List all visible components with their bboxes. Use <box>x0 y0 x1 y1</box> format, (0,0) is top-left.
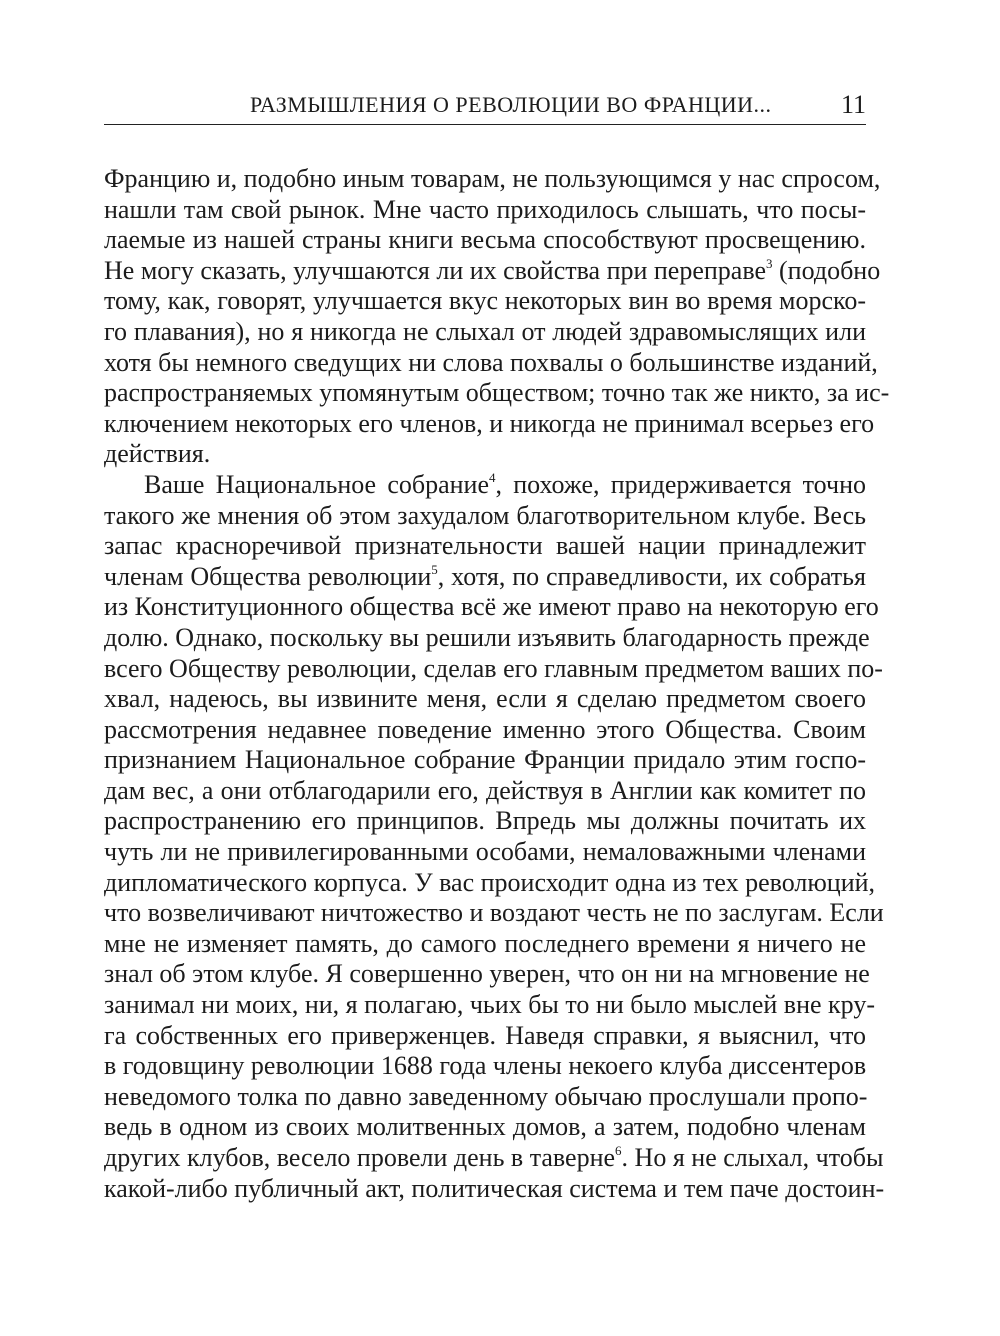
text-line: других клубов, весело провели день в таверне$^6$. Но я не слыхал, чтобы <box>104 1143 884 1172</box>
text-line: в годовщину революции 1688 года члены некоего клуба диссентеров <box>104 1051 867 1081</box>
text-line: что возвеличивают ничтожество и воздают честь не по заслугам. Если <box>104 898 884 928</box>
footnote-marker[interactable]: 3 <box>766 255 773 271</box>
text-line: го плавания), но я никогда не слыхал от людей здравомыслящих или <box>104 316 866 346</box>
text-line: распространению его принципов. Впредь мы должны почитать их <box>104 806 866 836</box>
text-line: распространяемых упомянутым обществом; точно так же никто, за ис- <box>104 378 890 408</box>
text-line: ведь в одном из своих молитвенных домов, а затем, подобно членам <box>104 1112 866 1142</box>
paragraph-2 <box>104 469 885 1204</box>
text-line: лаемые из нашей страны книги весьма способствуют просвещению. <box>104 225 866 255</box>
footnote-marker[interactable]: 6 <box>615 1143 622 1158</box>
text-line: нашли там свой рынок. Мне часто приходилось слышать, что посы- <box>104 194 866 224</box>
text-line: из Конституционного общества всё же имеют право на некоторую его <box>104 592 879 622</box>
text-line: мне не изменяет память, до самого последнего времени я ничего не <box>104 928 866 958</box>
text-line: хотя бы немного сведущих ни слова похвалы о большинстве изданий, <box>104 347 878 377</box>
text-line: занимал ни моих, ни, я полагаю, чьих бы то ни было мыслей вне кру- <box>104 990 875 1020</box>
text-line: га собственных его приверженцев. Наведя справки, я выяснил, что <box>104 1020 866 1050</box>
footnote-marker[interactable]: 5 <box>431 561 438 577</box>
paragraph-1 <box>104 164 890 470</box>
text-line: членам Общества революции$^5$, хотя, по справедливости, их собратья <box>104 561 866 591</box>
footnote-marker[interactable]: 4 <box>489 469 496 485</box>
running-title: РАЗМЫШЛЕНИЯ О РЕВОЛЮЦИИ ВО ФРАНЦИИ... <box>250 92 772 117</box>
text-line: всего Обществу революции, сделав его главным предметом ваших по- <box>104 653 883 683</box>
text-line: Францию и, подобно иным товарам, не пользующимся у нас спросом, <box>104 164 881 193</box>
text-line: рассмотрения недавнее поведение именно этого Общества. Своим <box>104 714 866 744</box>
text-line: дипломатического корпуса. У вас происходит одна из тех революций, <box>104 867 876 897</box>
text-line: Ваше Национальное собрание$^4$, похоже, придерживается точно <box>144 469 866 499</box>
running-header <box>104 88 866 125</box>
text-line: неведомого толка по давно заведенному обычаю прослушали пропо- <box>104 1081 868 1111</box>
text-line: какой-либо публичный акт, политическая система и тем паче достоин- <box>104 1173 885 1203</box>
text-line: запас красноречивой признательности вашей нации принадлежит <box>104 531 866 561</box>
text-line: признанием Национальное собрание Франции придало этим госпо- <box>104 745 866 775</box>
text-line: Не могу сказать, улучшаются ли их свойства при переправе$^3$ (подобно <box>104 255 881 285</box>
text-line: чуть ли не привилегированными особами, немаловажными членами <box>104 837 866 867</box>
text-line: ключением некоторых его членов, и никогда не принимал всерьез его <box>104 408 875 438</box>
text-line: дам вес, а они отблагодарили его, действуя в Англии как комитет по <box>104 775 866 805</box>
text-line: знал об этом клубе. Я совершенно уверен, что он ни на мгновение не <box>104 959 870 989</box>
text-line: хвал, надеюсь, вы извините меня, если я сделаю предметом своего <box>104 684 866 714</box>
text-line: долю. Однако, поскольку вы решили изъявить благодарность прежде <box>104 622 870 652</box>
body-text <box>104 164 890 1204</box>
text-line: такого же мнения об этом захудалом благотворительном клубе. Весь <box>104 500 866 530</box>
text-line: тому, как, говорят, улучшается вкус некоторых вин во время морско- <box>104 286 866 316</box>
page-number: 11 <box>840 90 866 119</box>
text-line: действия. <box>104 439 211 469</box>
